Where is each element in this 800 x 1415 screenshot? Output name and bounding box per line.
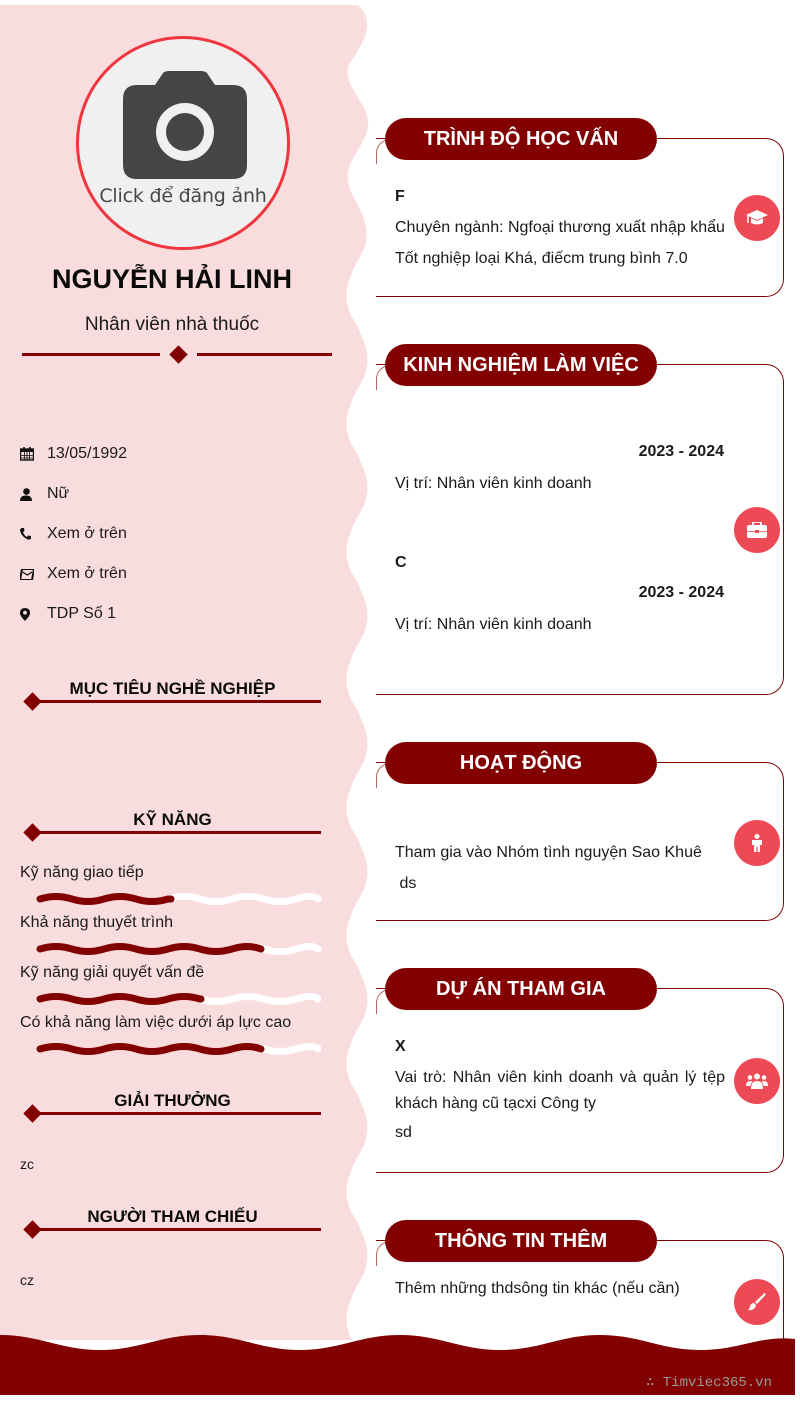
additional-body[interactable]: Thêm những thdsông tin khác (nếu cần) [395, 1280, 680, 1297]
skill-bar [36, 942, 322, 956]
company-name: C [395, 554, 407, 571]
map-marker-icon [20, 606, 47, 622]
experience-item[interactable] [395, 436, 724, 499]
contact-email[interactable] [20, 554, 127, 594]
skill-label: Có khả năng làm việc dưới áp lực cao [20, 1014, 292, 1031]
skill-bar [36, 1042, 322, 1056]
references-header [24, 1207, 321, 1237]
briefcase-icon [734, 507, 780, 553]
user-icon [20, 486, 47, 502]
project-item[interactable] [395, 1031, 725, 1148]
skill-label: Kỹ năng giải quyết vấn đề [20, 964, 205, 981]
experience-period: 2023 - 2024 [638, 443, 724, 460]
project-name: X [395, 1038, 406, 1055]
skill-item[interactable] [20, 864, 320, 882]
experience-section [376, 354, 784, 695]
activities-section [376, 752, 784, 921]
contact-value: Xem ở trên [47, 525, 127, 542]
envelope-icon [20, 566, 47, 582]
section-title: KINH NGHIỆM LÀM VIỆC [385, 344, 657, 386]
footer-wave [0, 1330, 800, 1400]
awards-header [24, 1091, 321, 1121]
section-title: NGƯỜI THAM CHIẾU [87, 1207, 258, 1226]
diamond-icon [169, 345, 187, 363]
experience-period: 2023 - 2024 [638, 584, 724, 601]
project-extra: sd [395, 1124, 412, 1141]
projects-section [376, 978, 784, 1173]
contact-address[interactable] [20, 594, 127, 634]
candidate-name[interactable]: NGUYỄN HẢI LINH [51, 264, 292, 294]
users-icon [734, 1058, 780, 1104]
job-title[interactable]: Nhân viên nhà thuốc [84, 314, 260, 335]
activity-line: ds [395, 875, 417, 892]
skill-item[interactable] [20, 1014, 320, 1032]
education-section [376, 128, 784, 297]
awards-content[interactable]: zc [20, 1156, 34, 1172]
experience-position: Vị trí: Nhân viên kinh doanh [395, 616, 592, 633]
section-title: HOẠT ĐỘNG [385, 742, 657, 784]
skill-label: Khả năng thuyết trình [20, 914, 173, 931]
calendar-icon [20, 446, 47, 462]
title-divider [22, 346, 332, 364]
avatar-upload[interactable] [76, 36, 290, 250]
skill-bar [36, 892, 322, 906]
experience-item[interactable] [395, 548, 724, 642]
paint-brush-icon [734, 1279, 780, 1325]
contact-phone[interactable] [20, 514, 127, 554]
objective-header [24, 679, 321, 709]
skill-item[interactable] [20, 914, 320, 932]
graduation-cap-icon [734, 195, 780, 241]
skill-item[interactable] [20, 964, 320, 982]
section-title: TRÌNH ĐỘ HỌC VẤN [385, 118, 657, 160]
skills-header [24, 810, 321, 840]
avatar-hint: Click để đăng ảnh [99, 185, 267, 207]
contact-value: 13/05/1992 [47, 445, 128, 462]
section-title: DỰ ÁN THAM GIA [385, 968, 657, 1010]
section-title: THÔNG TIN THÊM [385, 1220, 657, 1262]
section-title: MỤC TIÊU NGHỀ NGHIỆP [69, 679, 276, 698]
skill-bar [36, 992, 322, 1006]
section-title: KỸ NĂNG [133, 810, 212, 829]
contact-value: Nữ [47, 485, 70, 502]
education-major: Chuyên ngành: Ngfoại thương xuất nhập khẩu [395, 219, 725, 236]
project-role: Vai trò: Nhân viên kinh doanh và quản lý tệp khách hàng cũ tạcxi Công ty [395, 1069, 725, 1112]
camera-icon [123, 71, 247, 179]
child-icon [734, 820, 780, 866]
contact-value: TDP Số 1 [47, 605, 117, 622]
school-name: F [395, 188, 405, 205]
experience-position: Vị trí: Nhân viên kinh doanh [395, 475, 592, 492]
skill-label: Kỹ năng giao tiếp [20, 864, 144, 881]
education-body[interactable] [395, 181, 725, 274]
footer-brand: ∴ Timviec365.vn [645, 1375, 772, 1391]
contact-birthday[interactable] [20, 434, 127, 474]
activity-line: Tham gia vào Nhóm tình nguyện Sao Khuê [395, 844, 702, 861]
education-result: Tốt nghiệp loại Khá, điếcm trung bình 7.0 [395, 250, 688, 267]
sidebar [0, 0, 360, 1340]
references-content[interactable]: cz [20, 1272, 34, 1288]
contact-value: Xem ở trên [47, 565, 127, 582]
section-title: GIẢI THƯỞNG [114, 1091, 231, 1110]
activities-body[interactable] [395, 837, 725, 899]
contact-gender[interactable] [20, 474, 127, 514]
contact-list [20, 434, 127, 634]
phone-icon [20, 526, 47, 542]
